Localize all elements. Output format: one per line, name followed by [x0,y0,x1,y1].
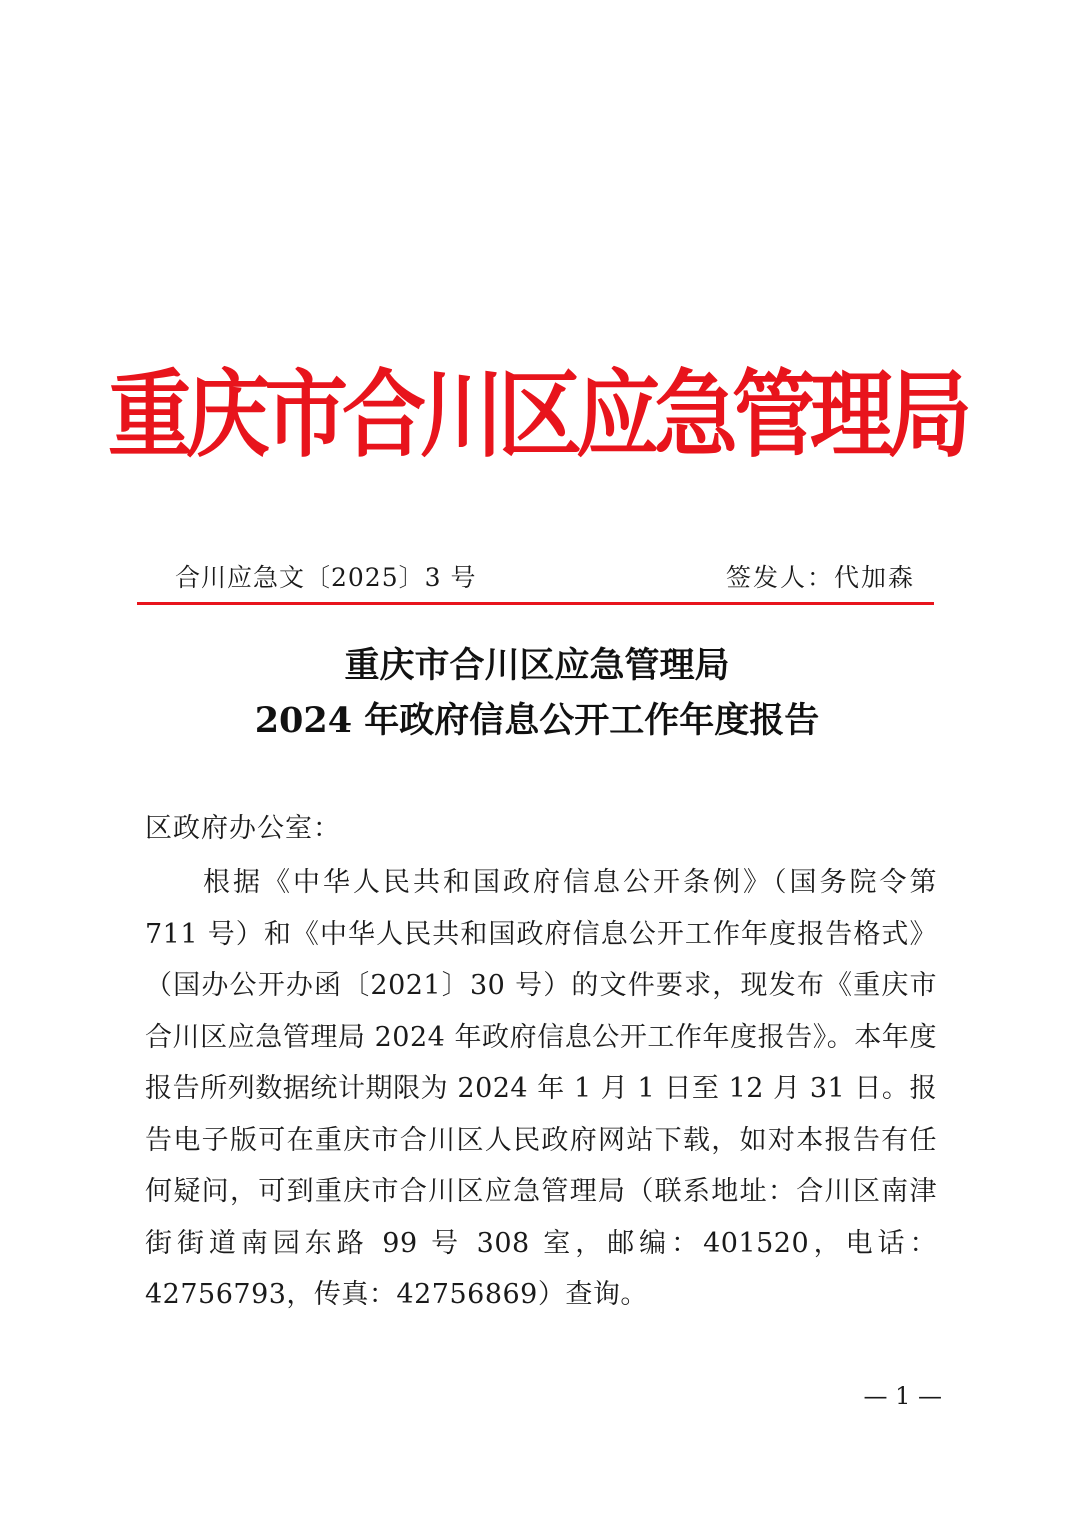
red-divider [137,602,934,605]
issuer-masthead: 重庆市合川区应急管理局 [107,360,966,470]
body-paragraph: 根据《中华人民共和国政府信息公开条例》（国务院令第 711 号）和《中华人民共和国政府信息公开工作年度报告格式》（国办公开办函〔2021〕30 号）的文件要求，现发布《重庆市合川区应急管理局 2024 年政府信息公开工作年度报告》。本年度报告所列数据统计期限为 2024 年 1 月 1 日至 12 月 31 日。报告电子版可在重庆市合川区人民政府网站下载，如对本报告有任何疑问，可到重庆市合川区应急管理局（联系地址：合川区南津街街道南园东路 99 号 308 室，邮编：401520，电话：42756793，传真：42756869）查询。 [145,867,937,1310]
signer: 签发人：代加森 [725,563,915,592]
report-title [0,638,1074,748]
addressee: 区政府办公室： [145,813,341,844]
report-title-line1: 重庆市合川区应急管理局 [344,645,730,686]
page-number: — 1 — [863,1382,942,1410]
document-number: 合川应急文〔2025〕3 号 [175,563,477,592]
document-meta [175,560,915,596]
report-title-line2: 2024 年政府信息公开工作年度报告 [254,700,820,741]
